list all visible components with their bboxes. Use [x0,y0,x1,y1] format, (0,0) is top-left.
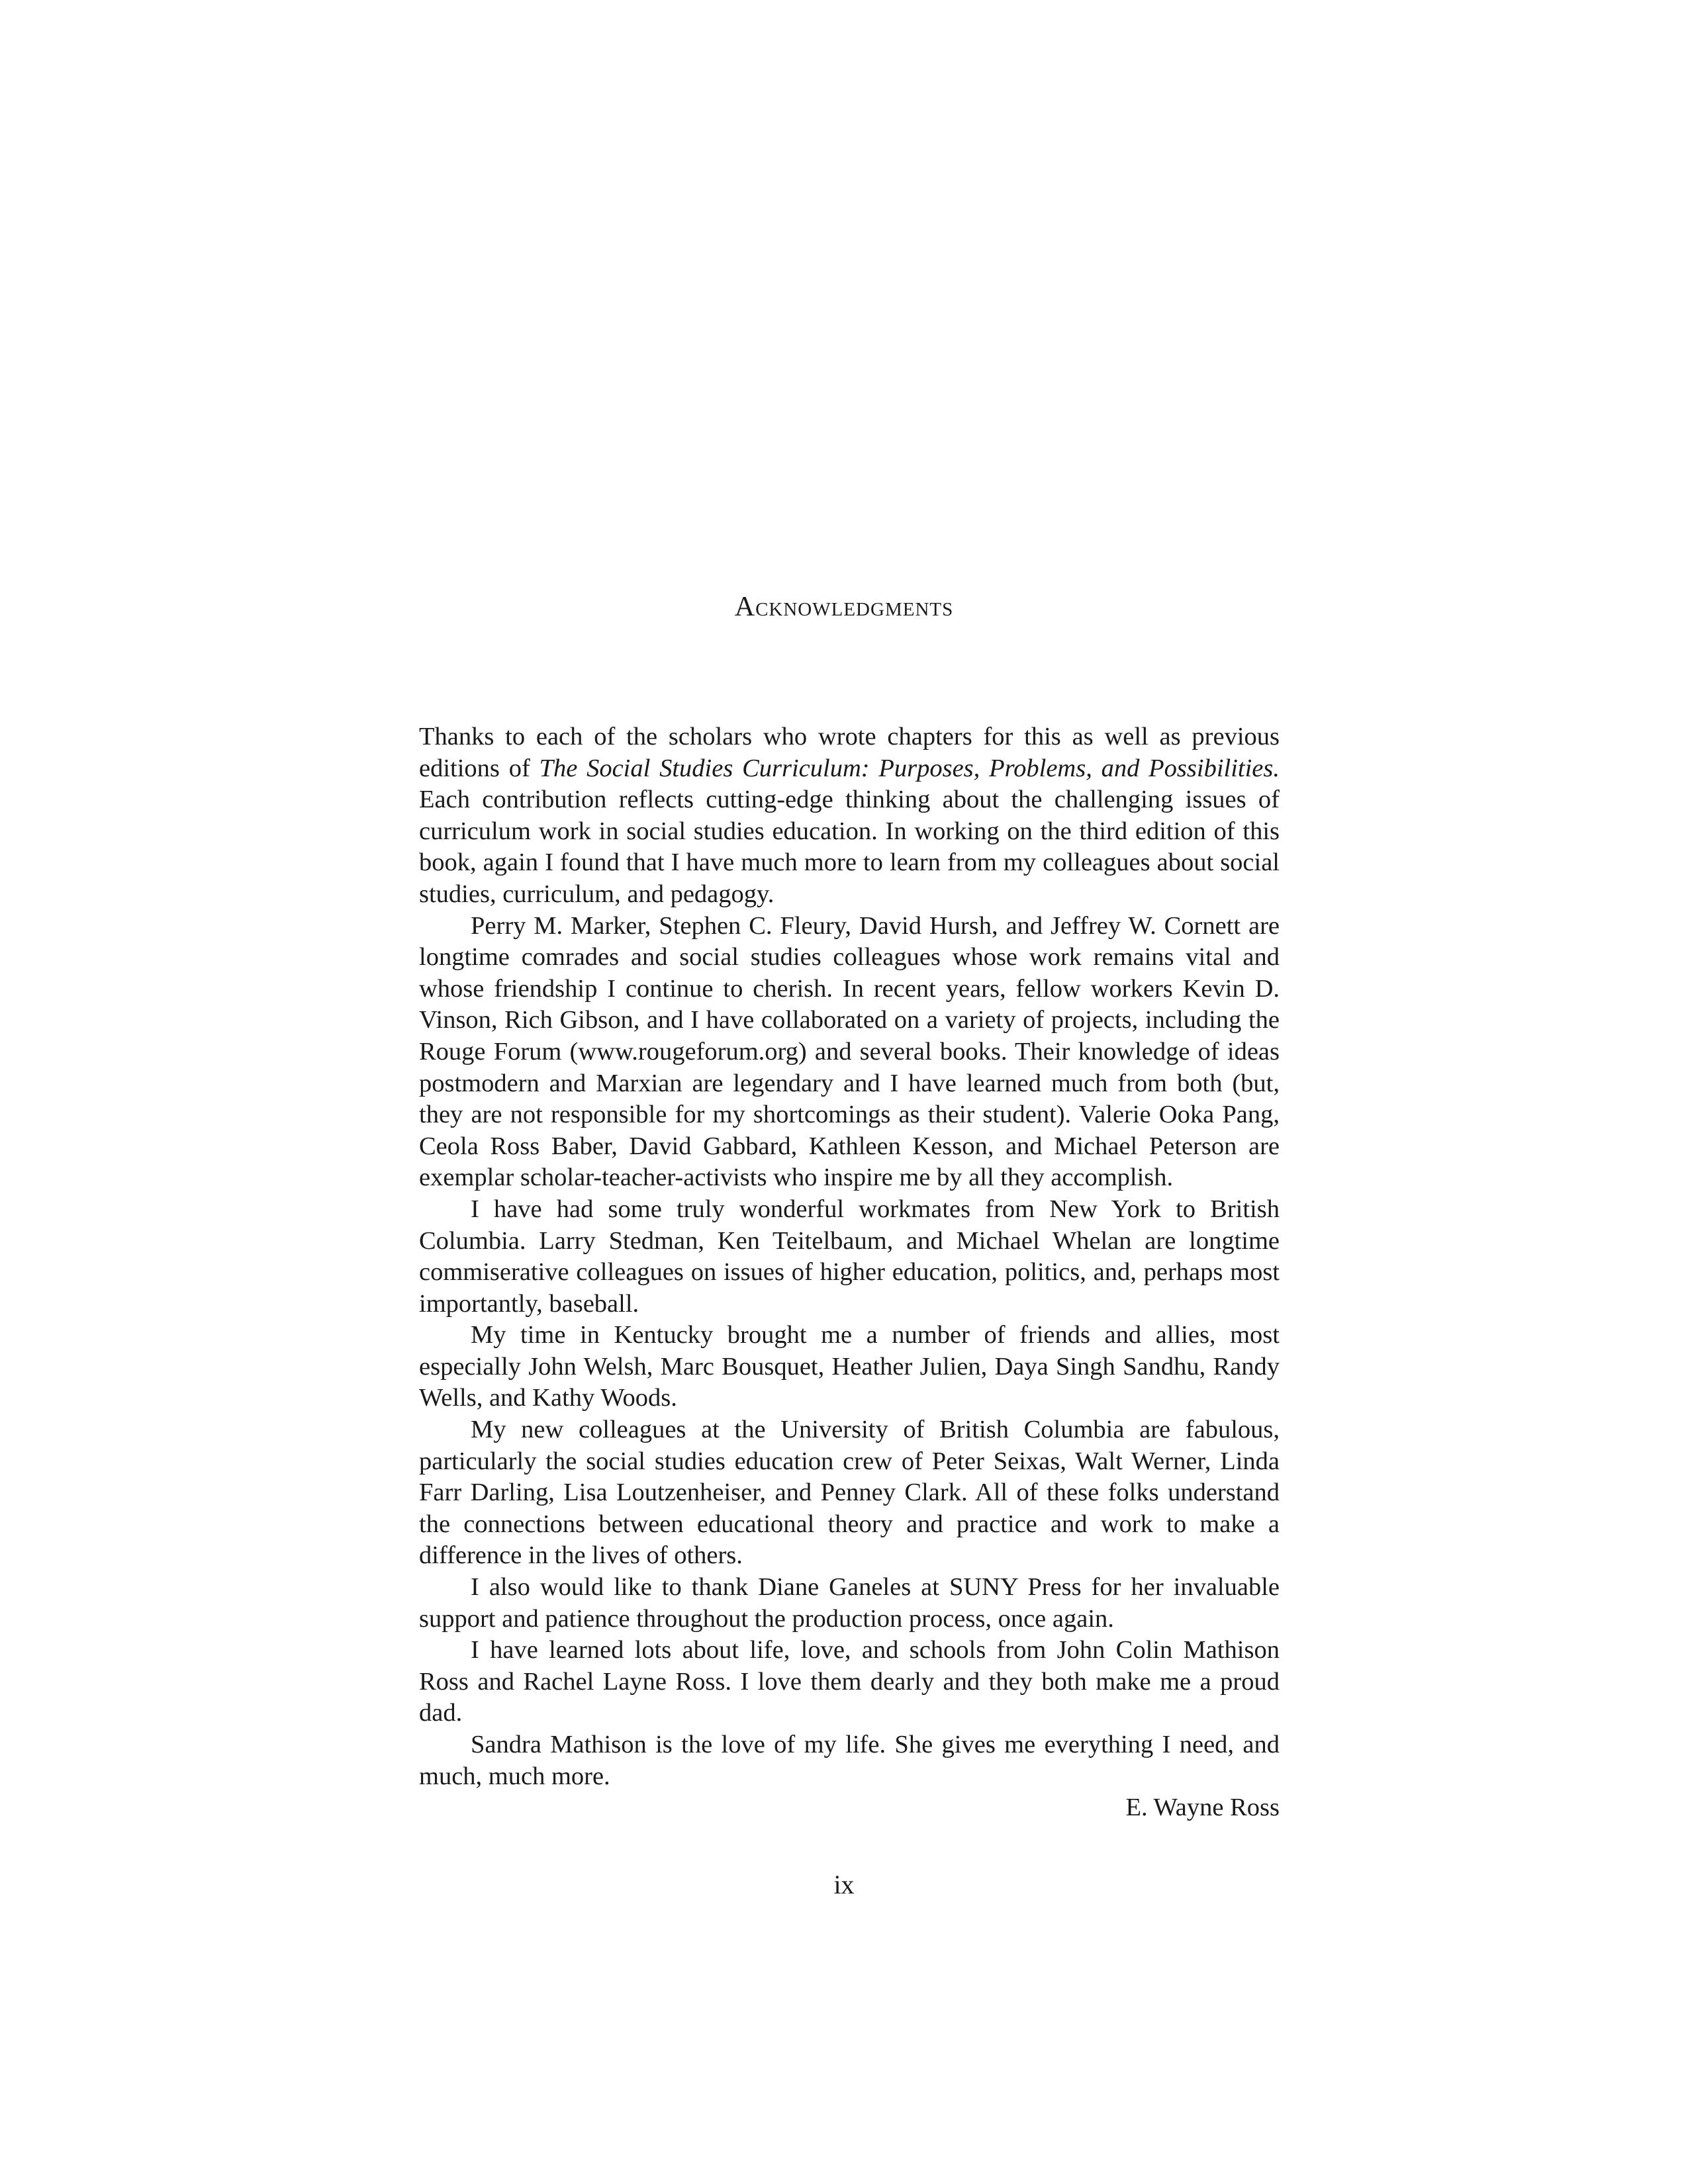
paragraph-2: Perry M. Marker, Stephen C. Fleury, David Hursh, and Jeffrey W. Cornett are longtime comrades and social studies colleagues whose work remains vital and whose friendship I continue to cherish. In recent years, fellow workers Kevin D. Vinson, Rich Gibson, and I have collaborated on a variety of projects, including the Rouge Forum (www.rougeforum.org) and several books. Their knowledge of ideas postmodern and Marxian are legendary and I have learned much from both (but, they are not responsible for my shortcomings as their student). Valerie Ooka Pang, Ceola Ross Baber, David Gabbard, Kathleen Kesson, and Michael Peterson are exemplar scholar-teacher-activists who inspire me by all they accomplish. [419,911,1280,1192]
acknowledgments-body [419,721,1280,1824]
paragraph-6: I also would like to thank Diane Ganeles at SUNY Press for her invaluable support and patience throughout the production process, once again. [419,1573,1280,1633]
paragraph-8: Sandra Mathison is the love of my life. She gives me everything I need, and much, much more. [419,1731,1280,1790]
signature: E. Wayne Ross [1125,1794,1280,1822]
paragraph-7: I have learned lots about life, love, and schools from John Colin Mathison Ross and Rachel Layne Ross. I love them dearly and they both make me a proud dad. [419,1636,1280,1727]
page-number: ix [833,1870,855,1899]
paragraph-1-text-after: Each contribution reflects cutting-edge thinking about the challenging issues of curriculum work in social studies education. In working on the third edition of this book, again I found that I have much more to learn from my colleagues about social studies, curriculum, and pedagogy. [419,786,1280,908]
paragraph-3: I have had some truly wonderful workmates from New York to British Columbia. Larry Stedman, Ken Teitelbaum, and Michael Whelan are longtime commiserative colleagues on issues of higher education, politics, and, perhaps most importantly, baseball. [419,1195,1280,1318]
book-title: The Social Studies Curriculum: Purposes, Problems, and Possibilities. [539,754,1280,782]
paragraph-4: My time in Kentucky brought me a number of friends and allies, most especially John Welsh, Marc Bousquet, Heather Julien, Daya Singh Sandhu, Randy Wells, and Kathy Woods. [419,1321,1280,1412]
paragraph-5: My new colleagues at the University of British Columbia are fabulous, particularly the social studies education crew of Peter Seixas, Walt Werner, Linda Farr Darling, Lisa Loutzenheiser, and Penney Clark. All of these folks understand the connections between educational theory and practice and work to make a difference in the lives of others. [419,1416,1280,1570]
page-title: Acknowledgments [734,592,954,622]
paragraph-1 [419,721,1280,911]
paragraph-1-text-before: Thanks to each of the scholars who wrote chapters for this as well as previous editions of [419,723,1280,782]
